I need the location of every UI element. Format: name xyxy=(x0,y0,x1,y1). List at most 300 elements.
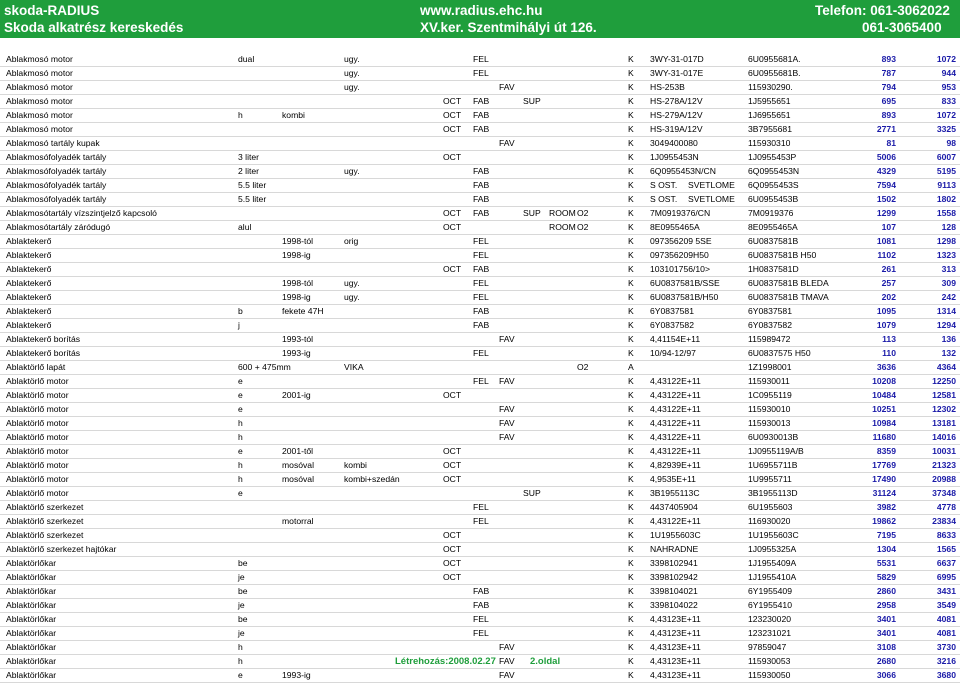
part-name: Ablakmosófolyadék tartály xyxy=(6,180,107,190)
availability: K xyxy=(628,642,634,652)
part-name: Ablaktörlőkar xyxy=(6,600,57,610)
availability: K xyxy=(628,572,634,582)
table-row xyxy=(0,641,960,655)
part-code: 3398104022 xyxy=(650,600,698,610)
part-name: Ablaktörlő motor xyxy=(6,376,69,386)
oem-code: 6U0955453B xyxy=(748,194,799,204)
availability: K xyxy=(628,418,634,428)
table-row xyxy=(0,445,960,459)
net-price: 1502 xyxy=(876,194,896,204)
gross-price: 9113 xyxy=(937,180,956,190)
net-price: 5531 xyxy=(876,558,896,568)
part-name: Ablakmosófolyadék tartály xyxy=(6,152,107,162)
variant: j xyxy=(238,320,240,330)
oem-code: 115930010 xyxy=(748,404,791,414)
table-row xyxy=(0,193,960,207)
net-price: 107 xyxy=(881,222,896,232)
gross-price: 4081 xyxy=(936,628,956,638)
variant: 600 + 475mm xyxy=(238,362,291,372)
part-name: Ablakmosó motor xyxy=(6,96,73,106)
oem-code: 116930020 xyxy=(748,516,791,526)
part-name: Ablaktörlő lapát xyxy=(6,362,66,372)
availability: K xyxy=(628,96,634,106)
part-name: Ablaktörlőkar xyxy=(6,642,57,652)
note: ugy. xyxy=(344,68,360,78)
model-oct: OCT xyxy=(443,222,462,232)
part-code: 4,43122E+11 xyxy=(650,418,701,428)
part-name: Ablakmosó motor xyxy=(6,110,73,120)
oem-code: SVETLOME xyxy=(688,194,735,204)
net-price: 1299 xyxy=(876,208,896,218)
table-row xyxy=(0,627,960,641)
gross-price: 6995 xyxy=(936,572,956,582)
table-row xyxy=(0,277,960,291)
availability: K xyxy=(628,628,634,638)
part-name: Ablaktörlő motor xyxy=(6,446,69,456)
part-code: S OST. xyxy=(650,180,678,190)
note: ugy. xyxy=(344,54,360,64)
part-code: 4437405904 xyxy=(650,502,698,512)
variant: je xyxy=(238,572,245,582)
spec: 1993-ig xyxy=(282,670,311,680)
model-oct: OCT xyxy=(443,110,462,120)
model-fab-fel: FAB xyxy=(473,166,490,176)
variant: h xyxy=(238,110,243,120)
table-row xyxy=(0,81,960,95)
oem-code: 6U1955603 xyxy=(748,502,793,512)
availability: K xyxy=(628,54,634,64)
creation-date: Létrehozás:2008.02.27 xyxy=(395,656,496,667)
gross-price: 3431 xyxy=(936,586,956,596)
oem-code: 1J1955410A xyxy=(748,572,797,582)
part-code: 3WY-31-017E xyxy=(650,68,704,78)
oem-code: 1U6955711B xyxy=(748,460,798,470)
part-name: Ablaktörlő szerkezet xyxy=(6,530,84,540)
part-code: 3WY-31-017D xyxy=(650,54,704,64)
net-price: 695 xyxy=(881,96,896,106)
model-fab-fel: FAB xyxy=(473,110,490,120)
table-row xyxy=(0,669,960,683)
model-fab-fel: FEL xyxy=(473,278,489,288)
table-row xyxy=(0,333,960,347)
oem-code: 6U0837581B xyxy=(748,236,799,246)
part-name: Ablaktörlő szerkezet hajtókar xyxy=(6,544,117,554)
gross-price: 1072 xyxy=(936,110,956,120)
variant: h xyxy=(238,474,243,484)
table-row xyxy=(0,319,960,333)
spec: 2001-től xyxy=(282,446,314,456)
part-code: HS-319A/12V xyxy=(650,124,703,134)
oem-code: 1C0955119 xyxy=(748,390,792,400)
part-name: Ablaktörlő motor xyxy=(6,460,69,470)
availability: K xyxy=(628,558,634,568)
availability: K xyxy=(628,264,634,274)
net-price: 113 xyxy=(882,334,896,344)
model-fab-fel: FAB xyxy=(473,194,490,204)
part-name: Ablaktekerő xyxy=(6,320,52,330)
part-code: 6Y0837582 xyxy=(650,320,694,330)
shop-name: skoda-RADIUS xyxy=(4,3,100,18)
phone-number-2: 061-3065400 xyxy=(862,20,942,35)
model-fab-fel: FAB xyxy=(473,320,490,330)
part-code: 3398102942 xyxy=(650,572,698,582)
spec: kombi xyxy=(282,110,305,120)
net-price: 1304 xyxy=(876,544,896,554)
model-fab-fel: FAB xyxy=(473,96,490,106)
oem-code: 115930290. xyxy=(748,82,793,92)
gross-price: 8633 xyxy=(936,530,956,540)
part-name: Ablaktekerő xyxy=(6,250,52,260)
spec: 1998-tól xyxy=(282,236,314,246)
part-code: 4,43122E+11 xyxy=(650,432,701,442)
model-oct: OCT xyxy=(443,208,462,218)
oem-code: 1J5955651 xyxy=(748,96,791,106)
part-code: 3049400080 xyxy=(650,138,698,148)
note: kombi+szedán xyxy=(344,474,400,484)
gross-price: 1294 xyxy=(936,320,956,330)
gross-price: 242 xyxy=(941,292,956,302)
oem-code: 1J1955409A xyxy=(748,558,797,568)
table-row xyxy=(0,151,960,165)
variant: 5.5 liter xyxy=(238,194,267,204)
variant: e xyxy=(238,390,243,400)
oem-code: 6U0837575 H50 xyxy=(748,348,811,358)
table-row xyxy=(0,347,960,361)
note: ugy. xyxy=(344,278,360,288)
spec: fekete 47H xyxy=(282,306,324,316)
oem-code: SVETLOME xyxy=(688,180,735,190)
model-oct: OCT xyxy=(443,124,462,134)
spec: mosóval xyxy=(282,460,314,470)
availability: K xyxy=(628,292,634,302)
net-price: 2680 xyxy=(876,656,896,666)
availability: K xyxy=(628,348,634,358)
net-price: 257 xyxy=(881,278,896,288)
part-code: 4,43122E+11 xyxy=(650,376,701,386)
oem-code: 115930310 xyxy=(748,138,791,148)
part-name: Ablakmosótartály záródugó xyxy=(6,222,111,232)
gross-price: 12250 xyxy=(932,376,956,386)
gross-price: 6007 xyxy=(936,152,956,162)
table-row xyxy=(0,557,960,571)
table-row xyxy=(0,375,960,389)
gross-price: 5195 xyxy=(936,166,956,176)
part-code: 4,43122E+11 xyxy=(650,446,701,456)
net-price: 1081 xyxy=(876,236,896,246)
availability: K xyxy=(628,474,634,484)
part-code: HS-278A/12V xyxy=(650,96,703,106)
part-name: Ablakmosó tartály kupak xyxy=(6,138,100,148)
note: orig xyxy=(344,236,359,246)
part-code: 097356209H50 xyxy=(650,250,709,260)
model-fab-fel: FAB xyxy=(473,208,490,218)
gross-price: 3325 xyxy=(936,124,956,134)
net-price: 893 xyxy=(881,54,896,64)
gross-price: 132 xyxy=(941,348,956,358)
table-row xyxy=(0,291,960,305)
part-code: 4,43122E+11 xyxy=(650,404,701,414)
gross-price: 3549 xyxy=(936,600,956,610)
availability: K xyxy=(628,320,634,330)
availability: K xyxy=(628,530,634,540)
website-link[interactable]: www.radius.ehc.hu xyxy=(420,3,543,18)
oem-code: 1Z1998001 xyxy=(748,362,792,372)
table-row xyxy=(0,221,960,235)
note: ugy. xyxy=(344,82,360,92)
availability: K xyxy=(628,278,634,288)
net-price: 11680 xyxy=(872,432,896,442)
gross-price: 6637 xyxy=(936,558,956,568)
net-price: 1079 xyxy=(876,320,896,330)
part-code: 4,43123E+11 xyxy=(650,642,701,652)
availability: K xyxy=(628,236,634,246)
net-price: 10984 xyxy=(872,418,896,428)
variant: e xyxy=(238,446,243,456)
table-row xyxy=(0,473,960,487)
availability: K xyxy=(628,600,634,610)
variant: e xyxy=(238,670,243,680)
oem-code: 123230020 xyxy=(748,614,792,624)
model-oct: OCT xyxy=(443,390,462,400)
model-fab-fel: FEL xyxy=(473,614,489,624)
model-fab-fel: FEL xyxy=(473,54,489,64)
part-name: Ablaktörlőkar xyxy=(6,670,57,680)
availability: K xyxy=(628,110,634,120)
oem-code: 97859047 xyxy=(748,642,787,652)
part-name: Ablaktörlő motor xyxy=(6,488,69,498)
gross-price: 20988 xyxy=(932,474,956,484)
oem-code: 1J0955453P xyxy=(748,152,797,162)
oem-code: 1H0837581D xyxy=(748,264,799,274)
part-code: 1J0955453N xyxy=(650,152,699,162)
gross-price: 14016 xyxy=(932,432,956,442)
spec: 1993-ig xyxy=(282,348,311,358)
part-code: 6U0837581B/SSE xyxy=(650,278,720,288)
part-name: Ablaktörlő motor xyxy=(6,418,69,428)
availability: K xyxy=(628,306,634,316)
net-price: 893 xyxy=(881,110,896,120)
gross-price: 833 xyxy=(941,96,956,106)
model-fav: FAV xyxy=(499,656,515,666)
availability: K xyxy=(628,432,634,442)
gross-price: 21323 xyxy=(932,460,956,470)
model-fav: FAV xyxy=(499,376,515,386)
variant: b xyxy=(238,306,243,316)
table-row xyxy=(0,501,960,515)
availability: K xyxy=(628,180,634,190)
oem-code: 115989472 xyxy=(748,334,791,344)
variant: alul xyxy=(238,222,252,232)
variant: h xyxy=(238,432,243,442)
model-fab-fel: FAB xyxy=(473,586,490,596)
oem-code: 1J0955119A/B xyxy=(748,446,804,456)
table-row xyxy=(0,109,960,123)
net-price: 1102 xyxy=(877,250,896,260)
net-price: 3401 xyxy=(876,628,896,638)
model-fab-fel: FAB xyxy=(473,600,490,610)
table-row xyxy=(0,529,960,543)
net-price: 794 xyxy=(881,82,896,92)
model-oct: OCT xyxy=(443,460,462,470)
part-name: Ablaktörlő motor xyxy=(6,432,69,442)
availability: K xyxy=(628,516,634,526)
oem-code: 1U1955603C xyxy=(748,530,799,540)
oem-code: 6U0955681B. xyxy=(748,68,801,78)
variant: h xyxy=(238,656,243,666)
gross-price: 13181 xyxy=(932,418,956,428)
spec: mosóval xyxy=(282,474,314,484)
part-code: 4,43123E+11 xyxy=(650,656,701,666)
model-fav: FAV xyxy=(499,432,515,442)
variant: be xyxy=(238,614,248,624)
model-fab-fel: FEL xyxy=(473,348,489,358)
part-code: 8E0955465A xyxy=(650,222,700,232)
model-room: ROOM xyxy=(549,208,576,218)
variant: je xyxy=(238,628,245,638)
table-row xyxy=(0,459,960,473)
table-row xyxy=(0,67,960,81)
net-price: 4329 xyxy=(876,166,896,176)
table-row xyxy=(0,235,960,249)
net-price: 3108 xyxy=(876,642,896,652)
part-name: Ablakmosó motor xyxy=(6,82,73,92)
part-code: 4,43123E+11 xyxy=(650,670,701,680)
gross-price: 3216 xyxy=(936,656,956,666)
model-fab-fel: FEL xyxy=(473,236,489,246)
variant: be xyxy=(238,586,248,596)
variant: e xyxy=(238,404,243,414)
oem-code: 3B7955681 xyxy=(748,124,792,134)
model-fav: FAV xyxy=(499,418,515,428)
part-name: Ablakmosófolyadék tartály xyxy=(6,194,107,204)
model-fab-fel: FEL xyxy=(473,516,489,526)
model-sup: SUP xyxy=(523,488,541,498)
table-row xyxy=(0,305,960,319)
oem-code: 6U0930013B xyxy=(748,432,799,442)
part-name: Ablakmosó motor xyxy=(6,124,73,134)
net-price: 202 xyxy=(881,292,896,302)
table-row xyxy=(0,389,960,403)
table-row xyxy=(0,53,960,67)
oem-code: 6Y1955409 xyxy=(748,586,792,596)
oem-code: 3B1955113D xyxy=(748,488,798,498)
net-price: 5829 xyxy=(876,572,896,582)
variant: 5.5 liter xyxy=(238,180,267,190)
part-code: NAHRADNE xyxy=(650,544,699,554)
phone-number: Telefon: 061-3062022 xyxy=(815,3,950,18)
availability: K xyxy=(628,208,634,218)
model-oct: OCT xyxy=(443,264,462,274)
oem-code: 6U0837581B H50 xyxy=(748,250,817,260)
part-code: 097356209 5SE xyxy=(650,236,712,246)
model-o2: O2 xyxy=(577,208,589,218)
part-code: 4,43122E+11 xyxy=(650,390,701,400)
gross-price: 4081 xyxy=(936,614,956,624)
part-code: HS-253B xyxy=(650,82,685,92)
oem-code: 7M0919376 xyxy=(748,208,794,218)
part-code: 4,43123E+11 xyxy=(650,628,701,638)
variant: e xyxy=(238,488,243,498)
part-code: 4,82939E+11 xyxy=(650,460,701,470)
availability: K xyxy=(628,390,634,400)
model-fab-fel: FAB xyxy=(473,124,490,134)
availability: K xyxy=(628,586,634,596)
part-name: Ablaktekerő xyxy=(6,292,52,302)
model-fav: FAV xyxy=(499,404,515,414)
part-name: Ablaktörlő motor xyxy=(6,390,69,400)
table-row xyxy=(0,431,960,445)
gross-price: 1314 xyxy=(936,306,956,316)
part-name: Ablaktörlő szerkezet xyxy=(6,516,84,526)
table-row xyxy=(0,599,960,613)
gross-price: 23834 xyxy=(932,516,956,526)
shop-address: XV.ker. Szentmihályi út 126. xyxy=(420,20,597,35)
availability: K xyxy=(628,656,634,666)
availability: K xyxy=(628,488,634,498)
net-price: 81 xyxy=(886,138,896,148)
gross-price: 309 xyxy=(941,278,956,288)
availability: K xyxy=(628,250,634,260)
part-name: Ablaktörlőkar xyxy=(6,656,57,666)
gross-price: 3730 xyxy=(936,642,956,652)
availability: K xyxy=(628,166,634,176)
net-price: 787 xyxy=(881,68,896,78)
oem-code: 1U9955711 xyxy=(748,474,792,484)
variant: h xyxy=(238,418,243,428)
part-name: Ablaktekerő xyxy=(6,306,52,316)
net-price: 261 xyxy=(881,264,896,274)
availability: K xyxy=(628,124,634,134)
model-fav: FAV xyxy=(499,334,515,344)
note: ugy. xyxy=(344,292,360,302)
table-row xyxy=(0,585,960,599)
model-room: ROOM xyxy=(549,222,576,232)
availability: A xyxy=(628,362,634,372)
parts-table xyxy=(0,53,960,683)
gross-price: 136 xyxy=(941,334,956,344)
part-code: S OST. xyxy=(650,194,678,204)
part-name: Ablaktekerő xyxy=(6,278,52,288)
oem-code: 115930011 xyxy=(748,376,790,386)
gross-price: 98 xyxy=(946,138,956,148)
part-code: 6Y0837581 xyxy=(650,306,694,316)
model-fab-fel: FAB xyxy=(473,264,490,274)
gross-price: 12302 xyxy=(932,404,956,414)
gross-price: 1298 xyxy=(936,236,956,246)
oem-code: 8E0955465A xyxy=(748,222,798,232)
spec: 1993-tól xyxy=(282,334,314,344)
model-oct: OCT xyxy=(443,572,462,582)
gross-price: 12581 xyxy=(932,390,956,400)
variant: je xyxy=(238,600,245,610)
availability: K xyxy=(628,404,634,414)
model-oct: OCT xyxy=(443,530,462,540)
table-row xyxy=(0,137,960,151)
availability: K xyxy=(628,446,634,456)
part-name: Ablakmosó motor xyxy=(6,54,73,64)
model-fav: FAV xyxy=(499,82,515,92)
table-row xyxy=(0,543,960,557)
model-fab-fel: FEL xyxy=(473,250,489,260)
part-name: Ablaktörlő szerkezet xyxy=(6,502,84,512)
table-row xyxy=(0,207,960,221)
table-row xyxy=(0,179,960,193)
spec: 2001-ig xyxy=(282,390,311,400)
oem-code: 1J0955325A xyxy=(748,544,797,554)
net-price: 1095 xyxy=(876,306,896,316)
variant: h xyxy=(238,642,243,652)
page-header xyxy=(0,0,960,38)
